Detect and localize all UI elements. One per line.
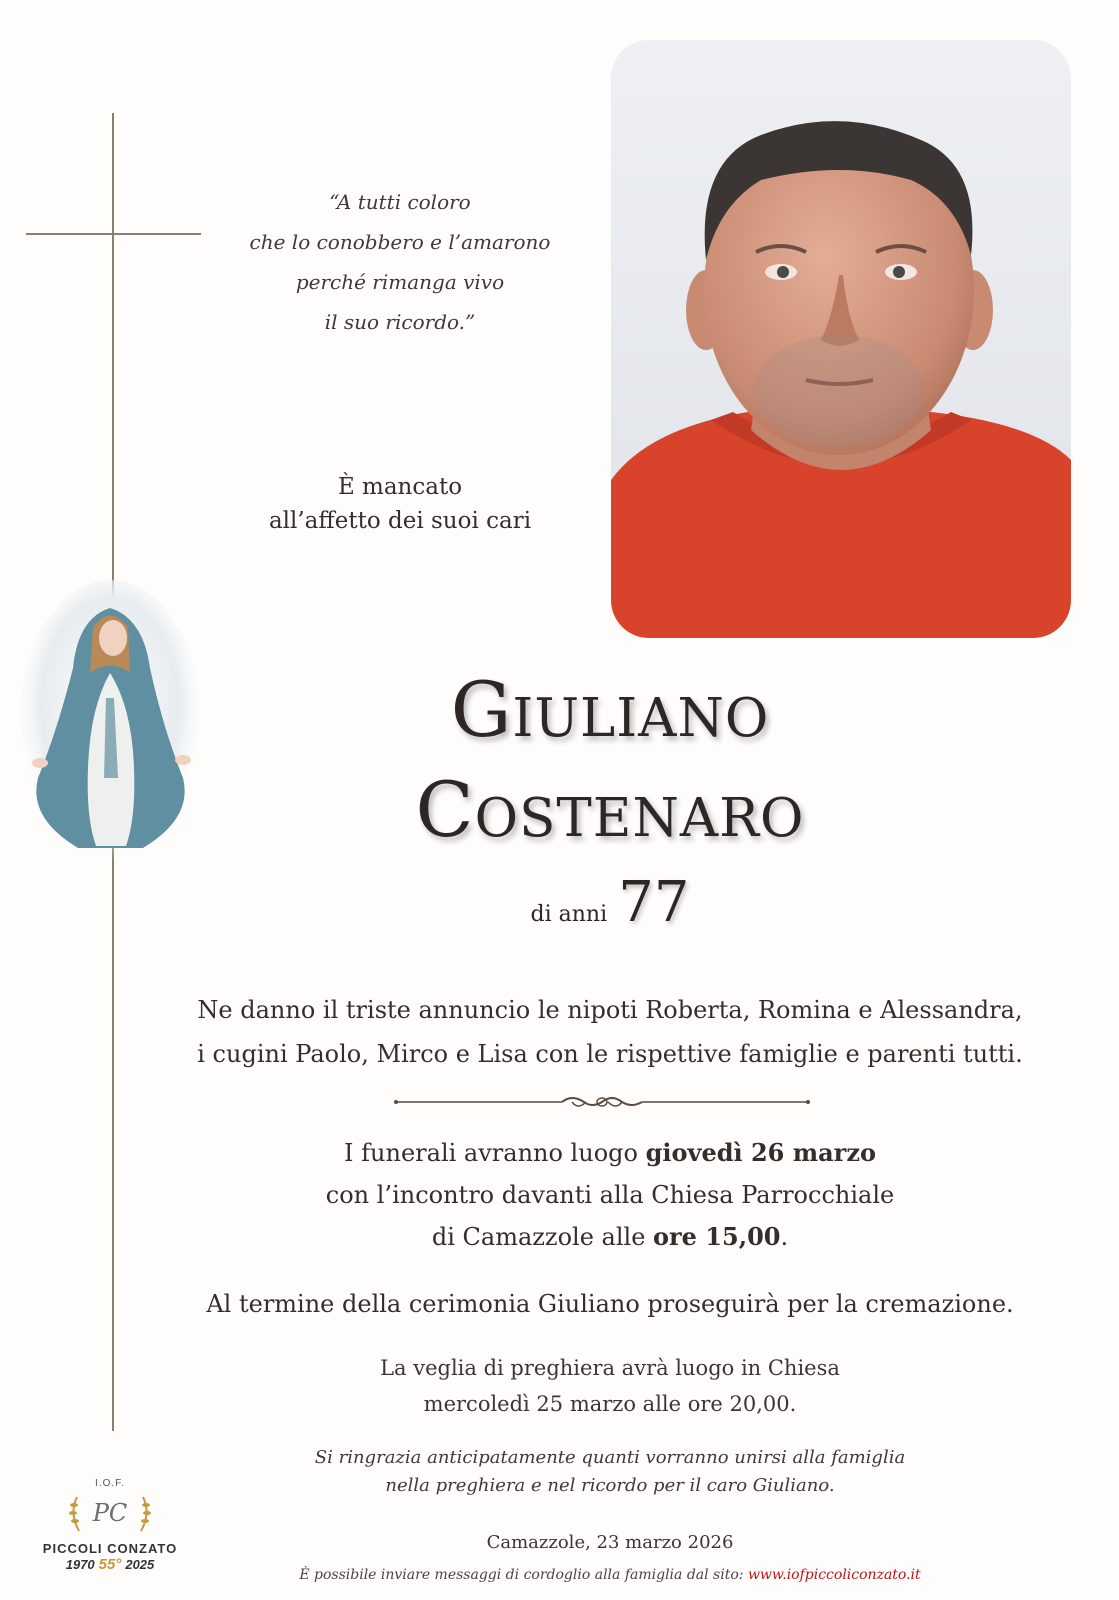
cremation-note: Al termine della cerimonia Giuliano proseguirà per la cremazione.: [206, 1290, 1014, 1318]
vigil-line: La veglia di preghiera avrà luogo in Chiesa: [380, 1356, 840, 1380]
quote-line: il suo ricordo.”: [324, 310, 476, 334]
portrait-illustration: [611, 40, 1071, 638]
cross-horizontal-line: [26, 233, 201, 235]
family-announcement: [180, 988, 1040, 1076]
logo-anniversary: 55°: [98, 1556, 122, 1573]
condolence-website-note: [180, 1567, 1040, 1583]
divider-ornament-icon: [392, 1090, 812, 1114]
funeral-place: di Camazzole alle: [431, 1223, 654, 1251]
website-prefix: È possibile inviare messaggi di cordoglio alla famiglia dal sito:: [299, 1567, 748, 1583]
deceased-last-name: Costenaro: [415, 765, 805, 854]
thanks-line: nella preghiera e nel ricordo per il caro Giuliano.: [385, 1475, 835, 1496]
madonna-medallion: [18, 578, 203, 863]
funeral-home-logo: [30, 1478, 190, 1596]
quote-line: “A tutti coloro: [329, 190, 471, 214]
ornamental-divider: [392, 1090, 812, 1114]
funeral-date: giovedì 26 marzo: [645, 1138, 876, 1167]
deceased-first-name: Giuliano: [450, 665, 770, 754]
passing-line: È mancato: [337, 474, 463, 500]
age-value: 77: [618, 870, 690, 935]
age-line: [460, 870, 760, 935]
funeral-line-2: con l’incontro davanti alla Chiesa Parrocchiale: [325, 1181, 895, 1209]
deceased-portrait: [611, 40, 1071, 638]
logo-name: PICCOLI CONZATO: [42, 1541, 178, 1556]
logo-monogram: PC: [92, 1499, 128, 1527]
funeral-time: ore 15,00: [653, 1222, 781, 1251]
funeral-line-3: [180, 1216, 1040, 1258]
logo-year-start: 1970: [65, 1557, 95, 1572]
quote-line: perché rimanga vivo: [295, 270, 505, 294]
quote-line: che lo conobbero e l’amarono: [249, 230, 551, 254]
vigil-line: mercoledì 25 marzo alle ore 20,00.: [423, 1392, 797, 1416]
place-and-date: Camazzole, 23 marzo 2026: [486, 1532, 734, 1553]
funeral-intro: I funerali avranno luogo: [344, 1139, 646, 1167]
passing-statement: [230, 470, 570, 538]
logo-iof: I.O.F.: [95, 1478, 125, 1489]
passing-line: all’affetto dei suoi cari: [268, 508, 532, 534]
laurel-monogram-icon: [65, 1489, 155, 1537]
website-link[interactable]: www.iofpiccoliconzato.it: [747, 1567, 921, 1583]
madonna-illustration: [18, 578, 203, 863]
logo-year-end: 2025: [125, 1557, 155, 1572]
vigil-details: [180, 1350, 1040, 1422]
age-label: di anni: [530, 902, 608, 927]
announcement-line: Ne danno il triste annuncio le nipoti Roberta, Romina e Alessandra,: [197, 996, 1023, 1024]
announcement-line: i cugini Paolo, Mirco e Lisa con le rispettive famiglie e parenti tutti.: [197, 1040, 1023, 1068]
funeral-line-1: [180, 1132, 1040, 1174]
thanks-note: [180, 1444, 1040, 1500]
funeral-period: .: [780, 1223, 789, 1251]
memorial-quote: [220, 182, 580, 342]
thanks-line: Si ringrazia anticipatamente quanti vorranno unirsi alla famiglia: [314, 1447, 906, 1468]
funeral-details: [180, 1132, 1040, 1258]
logo-years: [30, 1556, 190, 1573]
